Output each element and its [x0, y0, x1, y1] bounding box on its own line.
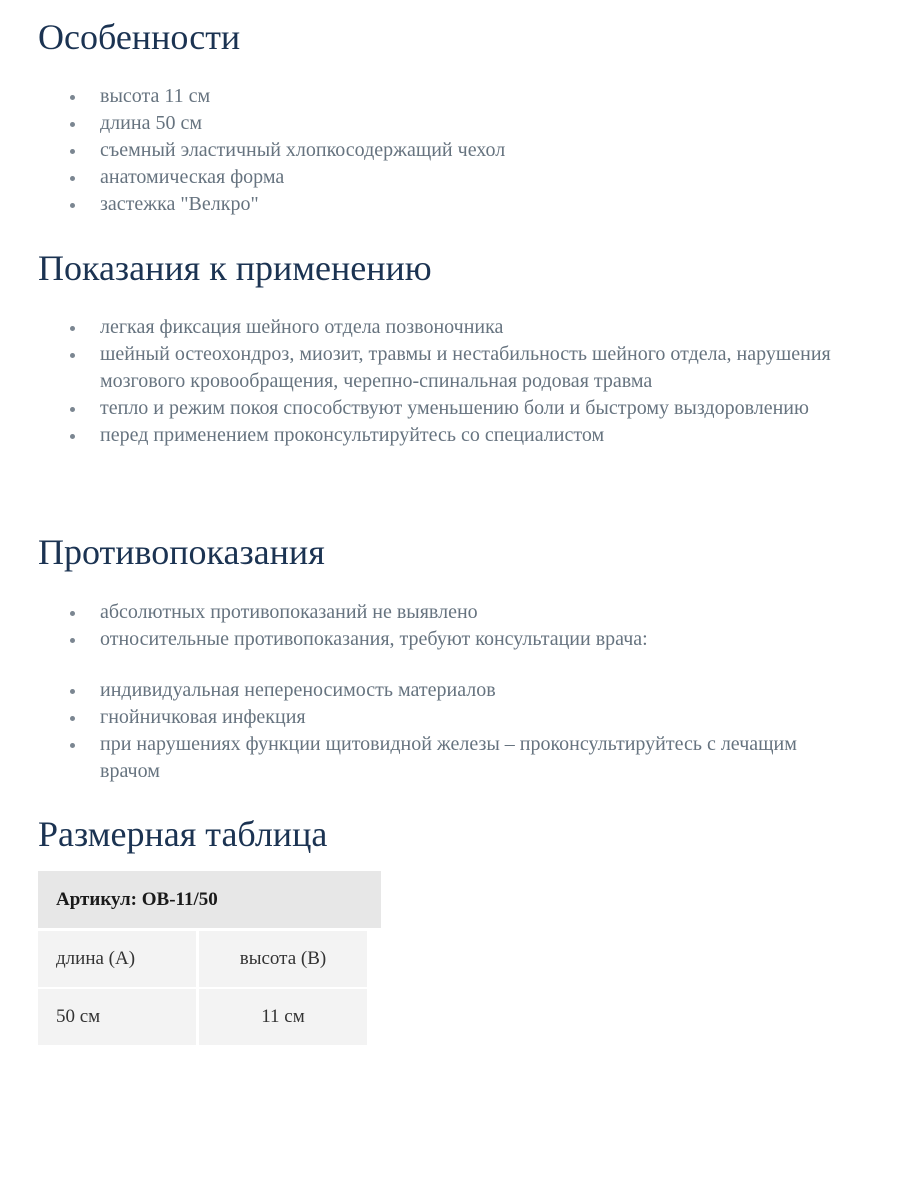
- list-item: относительные противопоказания, требуют консультации врача:: [68, 626, 868, 653]
- table-cell-length-value: 50 см: [38, 989, 196, 1045]
- list-item: высота 11 см: [68, 83, 868, 110]
- table-article-header: Артикул: OB-11/50: [38, 871, 381, 928]
- table-header-length: длина (А): [38, 931, 196, 987]
- list-item: при нарушениях функции щитовидной железы – проконсультируйтесь с лечащим врачом: [68, 731, 838, 785]
- list-item: шейный остеохондроз, миозит, травмы и нестабильность шейного отдела, нарушения мозгового кровообращения, черепно-спинальная родовая травма: [68, 341, 848, 395]
- table-cell-height-value: 11 см: [199, 989, 367, 1045]
- contraindications-list: [68, 599, 868, 653]
- list-item: абсолютных противопоказаний не выявлено: [68, 599, 868, 626]
- indications-list: [68, 314, 848, 449]
- list-item: застежка "Велкро": [68, 191, 868, 218]
- size-table-heading: Размерная таблица: [38, 814, 328, 854]
- features-list: [68, 83, 868, 218]
- list-item: гнойничковая инфекция: [68, 704, 838, 731]
- list-item: перед применением проконсультируйтесь со специалистом: [68, 422, 848, 449]
- list-item: легкая фиксация шейного отдела позвоночника: [68, 314, 848, 341]
- list-item: съемный эластичный хлопкосодержащий чехол: [68, 137, 868, 164]
- contraindications-heading: Противопоказания: [38, 532, 325, 572]
- list-item: тепло и режим покоя способствуют уменьшению боли и быстрому выздоровлению: [68, 395, 848, 422]
- indications-heading: Показания к применению: [38, 248, 432, 288]
- list-item: индивидуальная непереносимость материалов: [68, 677, 838, 704]
- list-item: анатомическая форма: [68, 164, 868, 191]
- features-heading: Особенности: [38, 17, 241, 57]
- list-item: длина 50 см: [68, 110, 868, 137]
- table-header-height: высота (В): [199, 931, 367, 987]
- relative-contraindications-list: [68, 677, 838, 785]
